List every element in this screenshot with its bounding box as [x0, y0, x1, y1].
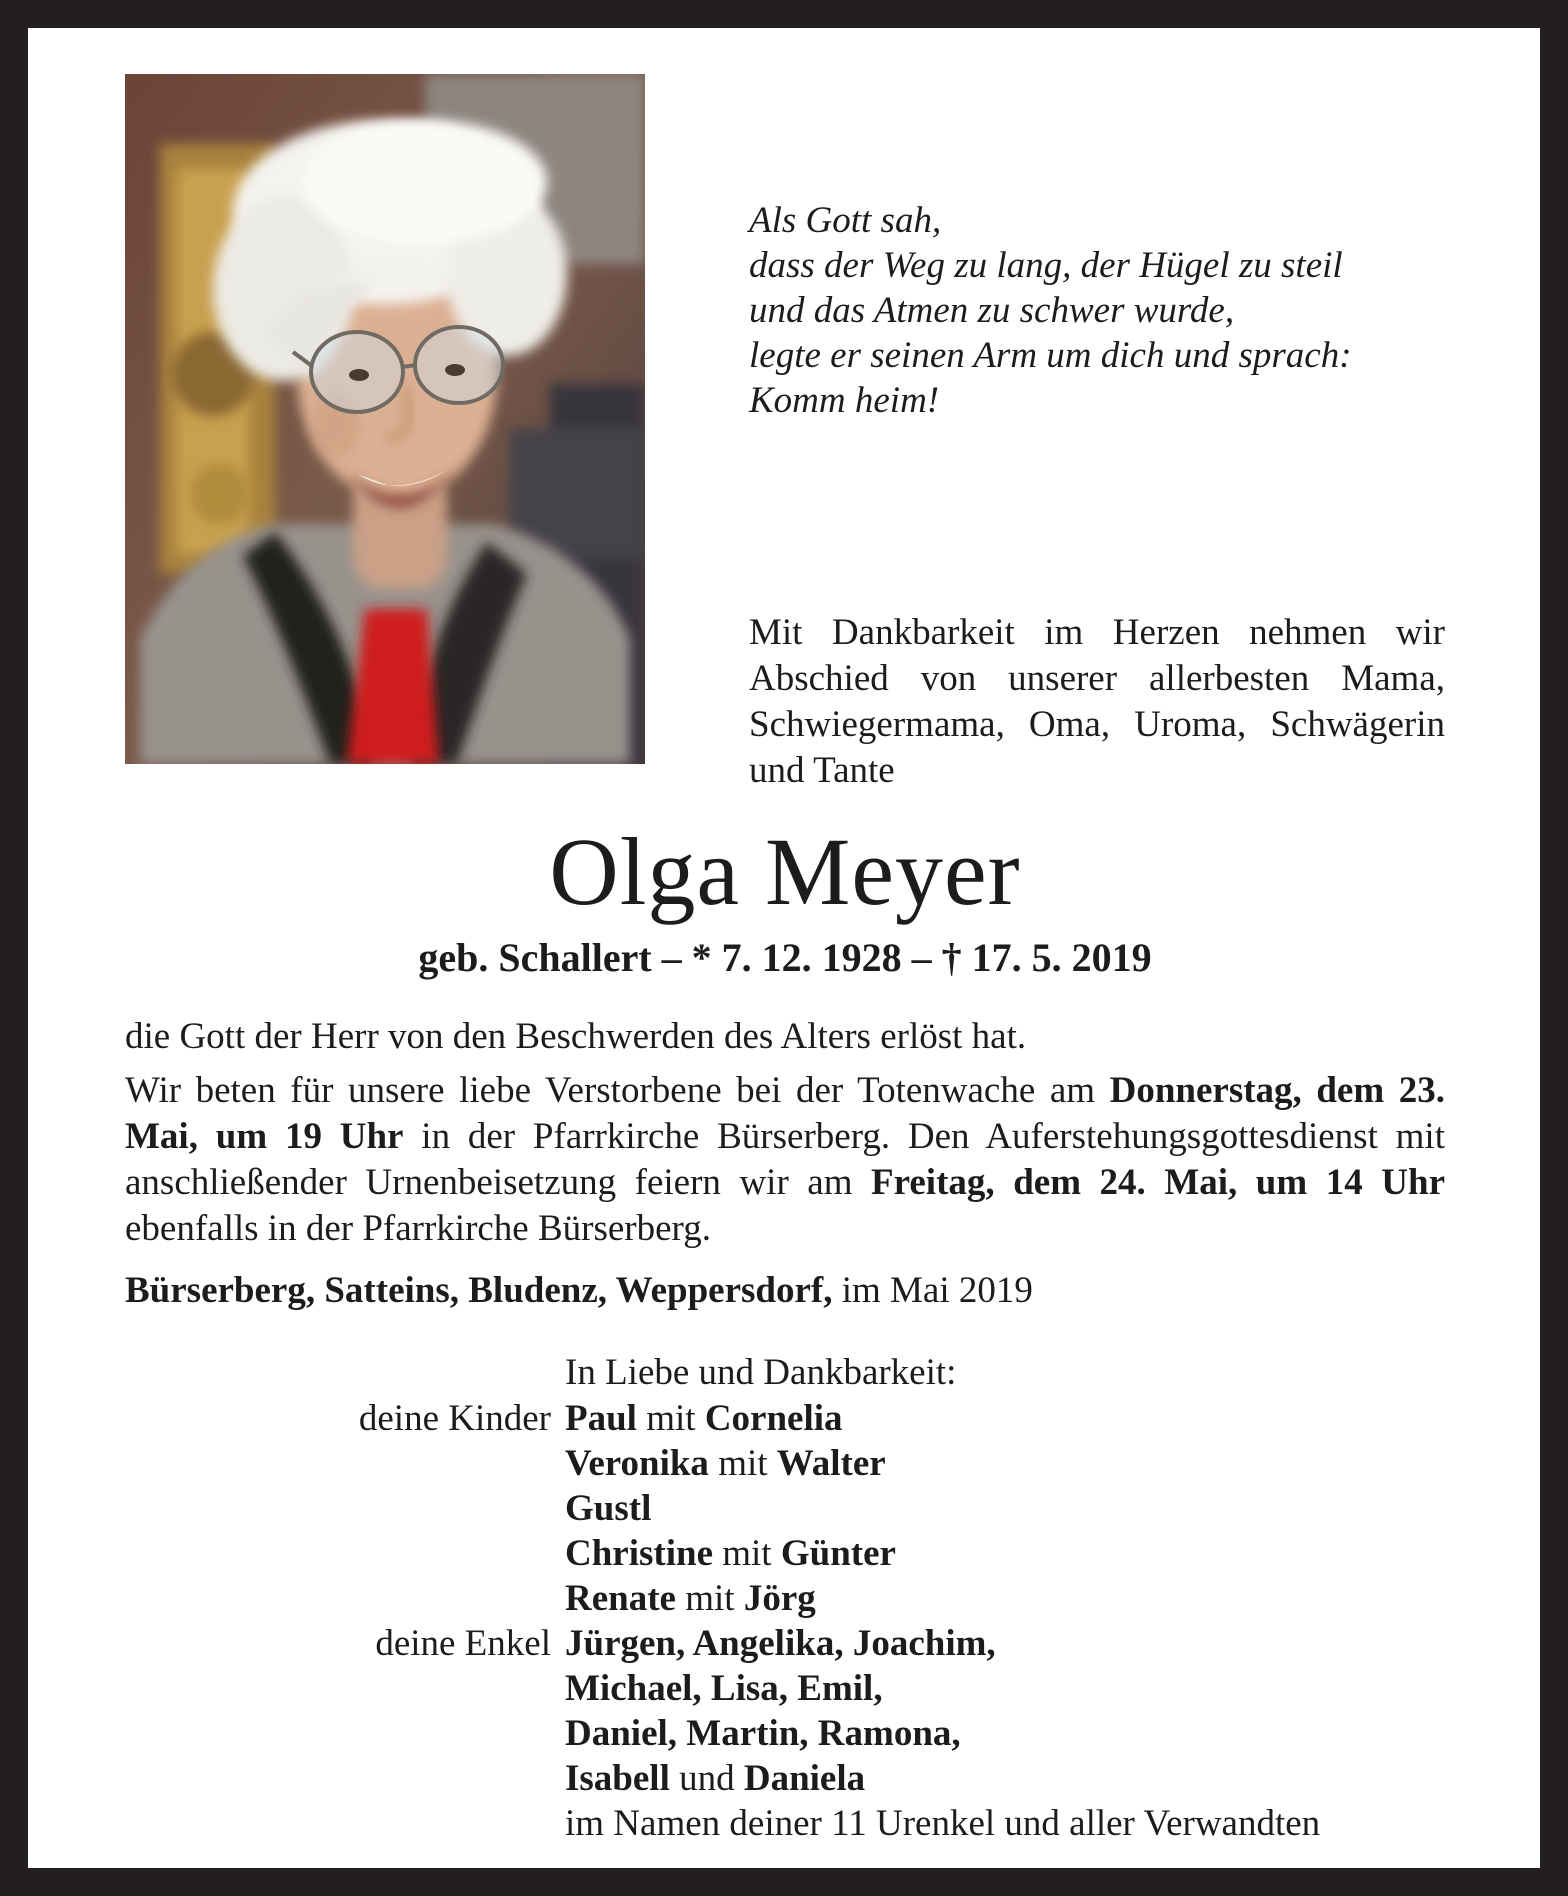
body-line1: die Gott der Herr von den Beschwerden des Alters erlöst hat. [125, 1016, 1027, 1057]
poem-line-5: Komm heim! [749, 380, 940, 421]
children-row-2 [125, 1441, 1445, 1486]
poem-line-1: Als Gott sah, [749, 200, 942, 241]
grandchildren-line-2: Michael, Lisa, Emil, [565, 1668, 883, 1709]
children-line-1: Paul mit Cornelia [565, 1398, 843, 1439]
grandchildren-line-3: Daniel, Martin, Ramona, [565, 1713, 961, 1754]
grandchildren-row-3 [125, 1711, 1445, 1756]
poem-line-2: dass der Weg zu lang, der Hügel zu steil [749, 245, 1343, 286]
places-line: Bürserberg, Satteins, Bludenz, Weppersdorf, im Mai 2019 [125, 1270, 1033, 1311]
children-row-3 [125, 1486, 1445, 1531]
poem-line-4: legte er seinen Arm um dich und sprach: [749, 335, 1352, 376]
children-row-5 [125, 1576, 1445, 1621]
closing-section [125, 1350, 1445, 1846]
body-paragraph: Wir beten für unsere liebe Verstorbene bei der Totenwache am Donnerstag, dem 23. Mai, um 19 Uhr in der Pfarrkirche Bürserberg. Den Auferstehungsgottesdienst mit anschließender Urnenbeisetzung feiern wir am Freitag, dem 24. Mai, um 14 Uhr ebenfalls in der Pfarrkirche Bürserberg. [125, 1070, 1445, 1249]
portrait-illustration [125, 74, 645, 764]
poem [749, 198, 1445, 423]
grandchildren-line-1: Jürgen, Angelika, Joachim, [565, 1623, 996, 1664]
grandchildren-row-4 [125, 1756, 1445, 1801]
birth-death-dates: geb. Schallert – * 7. 12. 1928 – † 17. 5. 2019 [418, 935, 1152, 980]
right-column [749, 74, 1445, 794]
grandchildren-label: deine Enkel [375, 1623, 551, 1664]
children-label: deine Kinder [358, 1398, 551, 1439]
portrait-photo [125, 74, 645, 764]
grandchildren-line-4: Isabell und Daniela [565, 1758, 866, 1799]
children-row-4 [125, 1531, 1445, 1576]
intro-text: Mit Dankbarkeit im Herzen nehmen wir Abschied von unserer allerbesten Mama, Schwiegermama, Oma, Uroma, Schwägerin und Tante [749, 612, 1445, 791]
poem-line-3: und das Atmen zu schwer wurde, [749, 290, 1235, 331]
closing-footer-row [125, 1801, 1445, 1846]
grandchildren-row-2 [125, 1666, 1445, 1711]
children-line-3: Gustl [565, 1488, 652, 1529]
children-line-5: Renate mit Jörg [565, 1578, 816, 1619]
top-section [125, 74, 1445, 794]
children-line-4: Christine mit Günter [565, 1533, 896, 1574]
children-line-2: Veronika mit Walter [565, 1443, 886, 1484]
closing-heading: In Liebe und Dankbarkeit: [565, 1352, 957, 1393]
deceased-name: Olga Meyer [549, 818, 1021, 925]
grandchildren-row-1 [125, 1621, 1445, 1666]
closing-footer: im Namen deiner 11 Urenkel und aller Verwandten [565, 1803, 1321, 1844]
children-row-1 [125, 1396, 1445, 1441]
